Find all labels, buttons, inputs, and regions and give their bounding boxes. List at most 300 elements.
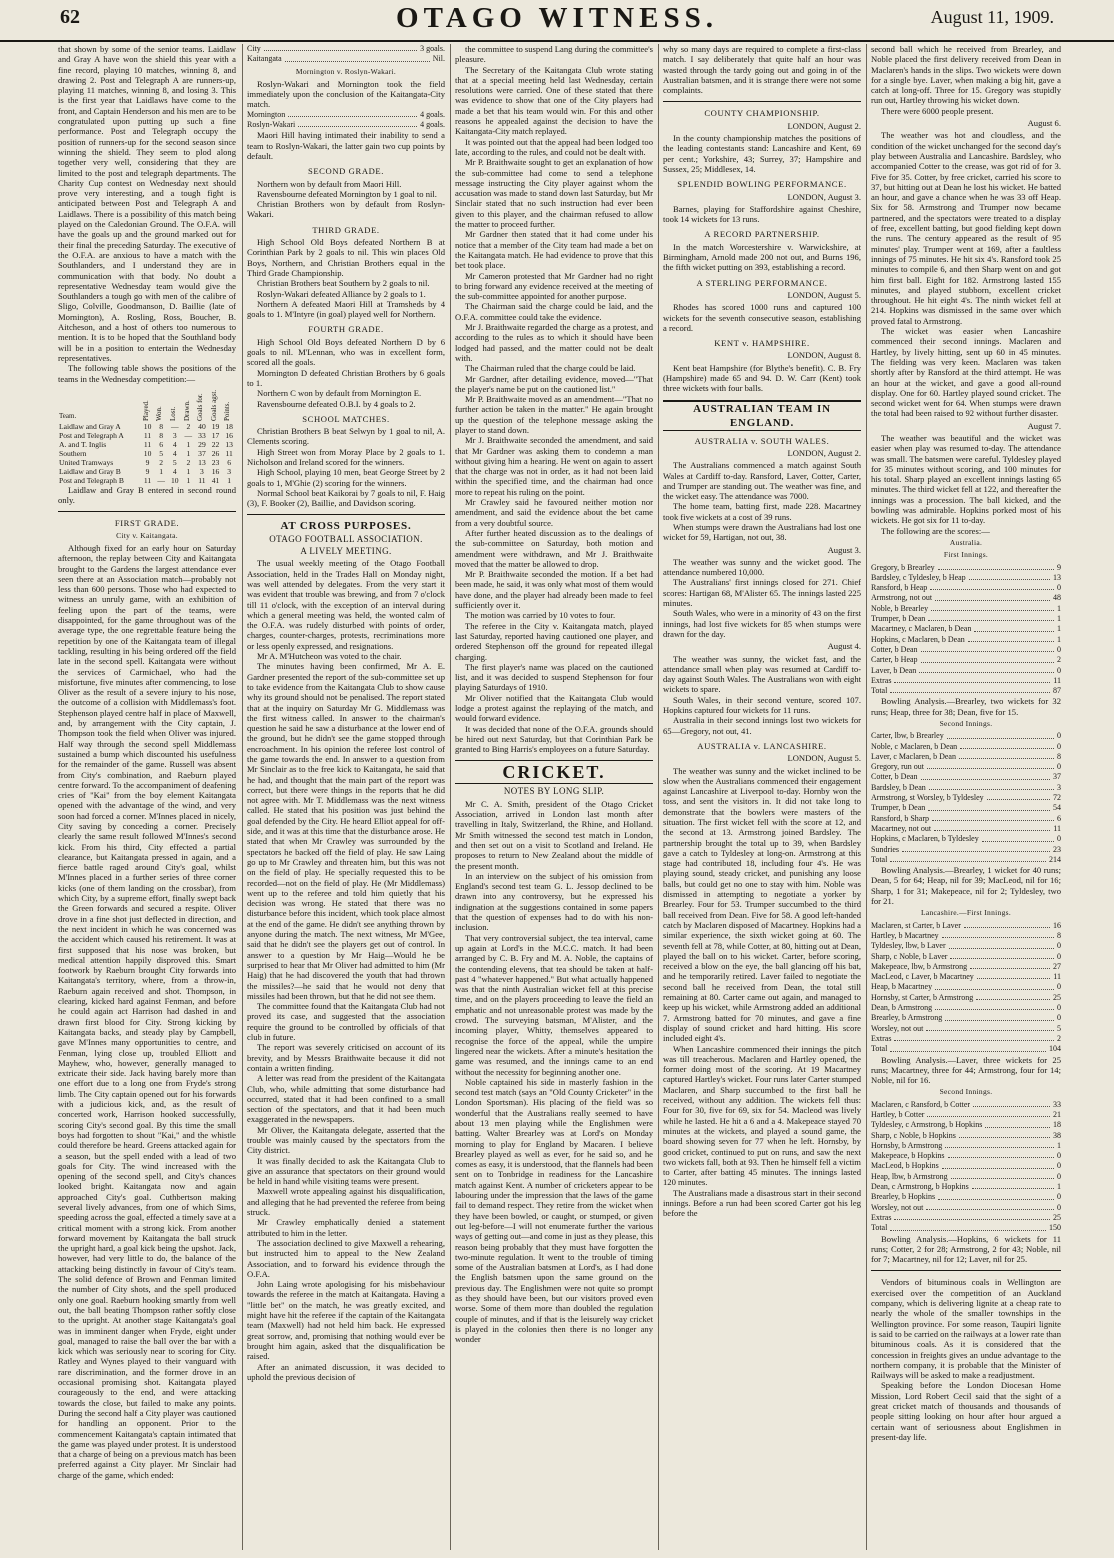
- table-cell: 11: [225, 448, 233, 458]
- table-cell: 33: [198, 430, 206, 440]
- scorecard-row: [871, 793, 1061, 803]
- scorecard-row: [871, 1182, 1061, 1192]
- article-text: Mornington D defeated Christian Brothers by 6 goals to 1.: [247, 367, 445, 388]
- batsman: Hartley, b Cotter: [871, 1109, 925, 1119]
- table-cell: 18: [225, 421, 233, 431]
- table-cell: 37: [198, 448, 206, 458]
- scorecard-subtitle: First Innings.: [943, 550, 989, 560]
- table-cell: 1: [186, 475, 191, 485]
- runs: 11: [1053, 675, 1061, 685]
- scorecard-row: [871, 783, 1061, 793]
- article-text: Mr Oliver, the Kaitangata delegate, asserted that the trouble was mainly caused by the spectators from the City district.: [247, 1124, 445, 1156]
- table-cell: 5: [172, 457, 177, 467]
- batsman: Noble, c Maclaren, b Dean: [871, 741, 958, 751]
- article-text: Roslyn-Wakari defeated Alliance by 2 goals to 1.: [257, 288, 426, 299]
- article-text: There were 6000 people present.: [881, 105, 994, 116]
- section-divider: [871, 1270, 1061, 1271]
- table-cell: 19: [211, 421, 220, 431]
- batsman: Gregory, b Brearley: [871, 562, 935, 572]
- table-row: [58, 440, 236, 449]
- league-table: [58, 384, 236, 485]
- runs: 11: [1053, 823, 1061, 833]
- result-line: City 3 goals.: [247, 44, 445, 53]
- scorecard-row: [871, 614, 1061, 624]
- batsman: Heap, b Macartney: [871, 982, 933, 992]
- table-cell: 9: [145, 457, 150, 467]
- runs: 25: [1053, 1212, 1061, 1222]
- result-list: [247, 337, 445, 409]
- scorecard-total: Total 87: [871, 686, 1061, 696]
- article-text: When Lancashire commenced their innings the pitch was till treacherous. Maclaren and Hartley opened, the former doing most of the scoring. At 19 Macartney captured Hartley's wicket. Four runs later Carter stumped Maclaren, and Sharp succumbed to the first ball he received, without any addition. The wickets fell thus: Four for 30, five for 69, six for 54. Macleod was lively while he lasted. He hit a 6 and a 4. Makepeace stayed 70 minutes at the wickets, and played a sound game, the board showing seven for 77 when he left. Hornsby, by good cricket, continued to put on runs, and saw the next two wickets fall, both at 93. Then he himself fell a victim to Carter, after batting 45 minutes. The innings lasted 120 minutes.: [663, 1043, 861, 1188]
- batsman: Carter, b Heap: [871, 655, 918, 665]
- result-line: Mornington 4 goals.: [247, 109, 445, 119]
- table-row: [58, 449, 236, 458]
- scorecard-row: [871, 1203, 1061, 1213]
- article-text: The Australians made a disastrous start in their second innings. Before a run had been scored Carter got his leg before the: [663, 1187, 861, 1219]
- scorecard-row: [871, 1024, 1061, 1034]
- runs: 0: [1057, 583, 1061, 593]
- article-text: The weather was hot and cloudless, and the condition of the wicket unchanged for the second day's play between Australia and Lancashire. Bardsley, who accompanied Cotter to the crease, was got rid of for 3. Five for 35. Cotter, by free cricket, carried his score to 37, but hitting out at Dean he lost his wicket. He batted an hour, and gave a chance when he was 33 off Heap. Six for 58. Armstrong and Trumper now became partnered, and the spectators were treated to a display of free, excellent batting, but good fielding kept down the runs. The century appeared as the result of 95 minutes' play. Trumper went at 169, after a faultless innings of 75 minutes. He hit six 4's. Ransford took 25 minutes to compile 6, and then Sharp went on and got him first ball. Eight for 182. Armstrong lasted 155 minutes, and played stubborn, excellent cricket throughout. He hit eight 4's. The ninth wicket fell at 214. Hopkins was dismissed in the same over which proved fatal to Armstrong.: [871, 130, 1061, 326]
- batsman: Makepeace, lbw, b Armstrong: [871, 961, 968, 971]
- scorecard-row: [871, 666, 1061, 676]
- runs: 9: [1057, 562, 1061, 572]
- section-heading: KENT v. HAMPSHIRE.: [714, 338, 810, 349]
- article-text: Mr Crawley said he favoured neither motion nor amendment, and said the evidence about the bet came from a very doubtful source.: [455, 497, 653, 528]
- section-heading: THIRD GRADE.: [312, 224, 380, 235]
- batsman: Worsley, not out: [871, 1202, 924, 1212]
- runs: 8: [1057, 930, 1061, 940]
- table-cell: United Tramways: [59, 457, 114, 467]
- section-heading: FIRST GRADE.: [114, 518, 180, 529]
- column-rule: [242, 44, 243, 1550]
- runs: 1: [1057, 624, 1061, 634]
- table-cell: 1: [186, 439, 191, 449]
- article-text: Maxwell wrote appealing against his disqualification, and alleging that he had prevented the referee from being struck.: [247, 1186, 445, 1218]
- batsman: Laver, c Maclaren, b Dean: [871, 751, 956, 761]
- table-cell: 11: [143, 439, 152, 449]
- runs: 8: [1057, 751, 1061, 761]
- article-text: The association declined to give Maxwell a rehearing, but instructed him to appeal to the New Zealand Association, and to forward his evidence through the O.F.A.: [247, 1237, 445, 1279]
- league-table-header: [58, 384, 236, 422]
- dateline: August 3.: [827, 544, 861, 555]
- result-list: [247, 237, 445, 319]
- table-cell: 3: [227, 466, 232, 476]
- section-heading: A RECORD PARTNERSHIP.: [704, 229, 820, 240]
- match-heading: Mornington v. Roslyn-Wakari.: [295, 66, 397, 76]
- table-cell: —: [170, 421, 179, 431]
- article-text: The report was severely criticised on account of its brevity, and by Messrs Braithwaite because it did not contain a written finding.: [247, 1042, 445, 1073]
- column-2: [247, 44, 445, 1550]
- article-text: Noble captained his side in masterly fashion in the second test match (says an "Old County Cricketer" in the London Sportsman). His placing of the field was so wonderful that the Australians really seemed to have about 13 men playing while the Englishmen were batting. Walter Brearley was at Lord's on Monday morning to play for England by Macaren. I believe Brearley played as well as ever, for he said so, and he comes as easy, it is understood, that the flannels had been sent on to Tonbridge in readiness for the Lancashire match against Kent. A number of cricketers appear to be labouring under the impression that the laws of the game fail to demand respect. They retire from the wicket when they have been bowled, or caught, or stumped, or given out leg-before—I will not enumerate further the various ways of getting out—and come in just as they please, this reason being probably that they must have forgotten the two-minute regulation. It went to the trouble of timing some of the Australian batsmen at Lord's, as I had done the English batsmen upon the same ground on the previous day. The Englishmen were not quite so prompt as they should have been, but our visitors proved even worse. Some of them more than doubled the regulation couple of minutes, and if that is the leisurely way cricket is played in the colonies then there is no longer any wonder: [455, 1076, 653, 1345]
- article-text: South Wales, who were in a minority of 43 on the first innings, had lost five wickets for 85 when stumps were drawn for the day.: [663, 608, 861, 639]
- scorecard-subtitle: Second Innings.: [939, 1087, 993, 1097]
- runs: 0: [1057, 1161, 1061, 1171]
- article-text: Mr P. Braithwaite sought to get an explanation of how the sub-committee had come to send a telephone message instructing the City player against whom the accusation was made to stand down last Saturday, but Mr Sinclair stated that no such instruction had ever been given to this player, and the chairman refused to allow the matter to proceed further.: [455, 157, 653, 230]
- scorecard-row: [871, 742, 1061, 752]
- article-text: The home team, batting first, made 228. Macartney took five wickets at a cost of 39 runs.: [663, 501, 861, 522]
- scorecard-row: [871, 676, 1061, 686]
- scorecard-row: [871, 762, 1061, 772]
- dateline: August 4.: [827, 641, 861, 652]
- dateline: LONDON, August 3.: [787, 191, 861, 202]
- article-body: [455, 44, 653, 754]
- scorecard-subtitle: Second Innings.: [939, 719, 993, 728]
- dateline: LONDON, August 5.: [787, 289, 861, 300]
- runs: 0: [1057, 762, 1061, 772]
- table-cell: Post and Telegraph A: [59, 430, 124, 440]
- batsman: Noble, b Brearley: [871, 603, 929, 613]
- scorecard-row: [871, 1172, 1061, 1182]
- table-cell: 1: [186, 448, 191, 458]
- table-row: [58, 476, 236, 485]
- batsman: Hartley, b Macartney: [871, 930, 939, 940]
- article-text: The usual weekly meeting of the Otago Football Association, held in the Trades Hall on Monday night, was well attended by delegates. From the very start it was evident that trouble was brewing, and from 7 o'clock till 11 o'clock, with the exception of an interval during which a general meeting was held, the wonted calm of the O.F.A. was rudely disturbed with points of order, charges, counter-charges, protests, recriminations more or less openly expressed, and resignations.: [247, 558, 445, 651]
- scorecard: [871, 1100, 1061, 1224]
- result-line: Roslyn-Wakari 4 goals.: [247, 120, 445, 130]
- runs: 21: [1053, 1109, 1061, 1119]
- runs: 48: [1053, 593, 1061, 603]
- table-cell: 10: [143, 421, 152, 431]
- article-text: John Laing wrote apologising for his misbehaviour towards the referee in the match at Kaitangata. Having a "little bet" on the match, he was greatly excited, and might have hit the referee if the captain of the Kaitangata team (Maxwell) had not held him back. He expressed great sorrow, and, promising that nothing would ever be brought him again, asked that the disqualification be raised.: [247, 1279, 445, 1362]
- match-heading: City v. Kaitangata.: [116, 530, 178, 540]
- runs: 13: [1053, 572, 1061, 582]
- section-divider: [663, 101, 861, 102]
- runs: 23: [1053, 844, 1061, 854]
- article-text: After further heated discussion as to the dealings of the sub-committee on Saturday, both motion and amendment were withdrawn, and Mr J. Braithwaite moved that the matter be allowed to drop.: [455, 527, 653, 569]
- article-text: The Secretary of the Kaitangata Club wrote stating that at a special meeting held last Wednesday, certain resolutions were carried. One of these stated that there was evidence to show that one of the City players had made a bet that his team would win. For this and other reasons he appealed against the decision to have the Kaitangata-City match replayed.: [455, 64, 653, 137]
- scorecard-row: [871, 1161, 1061, 1171]
- batsman: MacLeod, b Hopkins: [871, 1161, 939, 1171]
- runs: 1: [1057, 1140, 1061, 1150]
- table-cell: 4: [172, 439, 177, 449]
- scorecard: [871, 731, 1061, 855]
- scorecard-row: [871, 645, 1061, 655]
- runs: 0: [1057, 941, 1061, 951]
- result-line: Kaitangata Nil.: [247, 54, 445, 64]
- scorecard-row: [871, 583, 1061, 593]
- article-text: Mr Crawley emphatically denied a statement attributed to him in the letter.: [247, 1217, 445, 1238]
- result-list: [247, 426, 445, 508]
- article-subheading: OTAGO FOOTBALL ASSOCIATION.: [269, 533, 423, 544]
- runs: 0: [1057, 1171, 1061, 1181]
- section-heading: AUSTRALIA v. SOUTH WALES.: [694, 435, 830, 446]
- table-cell: 1: [159, 466, 164, 476]
- table-row: [58, 458, 236, 467]
- table-cell: 29: [198, 439, 206, 449]
- article-text: A letter was read from the president of the Kaitangata Club, who, while admitting that some disturbance had occurred, stated that it had been confined to a small section of the spectators, and that it had been much exaggerated in the newspapers.: [247, 1073, 445, 1125]
- article-text: The first player's name was placed on the cautioned list, and it was decided to suspend Stephenson for four playing Saturdays of 1910.: [455, 661, 653, 693]
- runs: 27: [1053, 961, 1061, 971]
- result-list: [247, 179, 445, 220]
- article-text: It was finally decided to ask the Kaitangata Club to give an assurance that spectators on their ground would be held in hand while visiting teams were present.: [247, 1155, 445, 1187]
- article-text: Mr A. M'Hutcheon was voted to the chair.: [257, 651, 402, 662]
- runs: 6: [1057, 813, 1061, 823]
- scorecard-row: [871, 824, 1061, 834]
- scorecard-row: [871, 962, 1061, 972]
- scorecard-total: Total 104: [871, 1044, 1061, 1054]
- article-text: Mr Gardner then stated that it had come under his notice that a member of the City team had made a bet on the Kaitangata match. He had evidence to prove that this bet took place.: [455, 229, 653, 271]
- dateline: August 6.: [1027, 118, 1061, 129]
- bowling-analysis: Bowling Analysis.—Laver, three wickets for 25 runs; Macartney, three for 44; Armstrong, four for 14; Noble, nil for 16.: [871, 1054, 1061, 1086]
- section-heading: AUSTRALIA v. LANCASHIRE.: [697, 740, 827, 751]
- batsman: Maclaren, c Ransford, b Cotter: [871, 1099, 971, 1109]
- scorecard-row: [871, 1151, 1061, 1161]
- runs: 11: [1053, 972, 1061, 982]
- table-cell: A. and T. Inglis: [59, 439, 107, 449]
- table-row: [58, 467, 236, 476]
- article-text: Kent beat Hampshire (for Blythe's benefit). C. B. Fry (Hampshire) made 65 and 94. D. W. Carr (Kent) took three wickets with four balls.: [663, 362, 861, 394]
- article-text: Speaking before the London Diocesan Home Mission, Lord Robert Cecil said that the sight of a great cricket match of thousands and thousands of people sitting looking on hour after hour argued a certain want of seriousness about Englishmen in present-day life.: [871, 1380, 1061, 1442]
- dateline: LONDON, August 2.: [787, 447, 861, 458]
- table-cell: 26: [211, 448, 220, 458]
- page-number: 62: [60, 6, 80, 28]
- article-text: Mr J. Braithwaite seconded the amendment, and said that Mr Gardner was asking them to condemn a man without giving him a hearing. He went on again to assert that the charge was not in order, as it had not been laid within the specified time, and the chairman had once more to repeat his ruling on the point.: [455, 435, 653, 497]
- batsman: MacLeod, c Laver, b Macartney: [871, 972, 974, 982]
- article-text: High School, playing 10 men, beat George Street by 2 goals to 1, M'Ghie (2) scoring for the winners.: [247, 467, 445, 488]
- table-cell: 1: [227, 475, 232, 485]
- table-cell: 11: [143, 475, 152, 485]
- article-body: [871, 130, 1061, 418]
- scorecard-row: [871, 1003, 1061, 1013]
- article-text: why so many days are required to complete a first-class match. I say deliberately that quite half an hour was wasted through the tardy going out and going in of the Australian batsmen, and it is strange there were not some complaints.: [663, 44, 861, 96]
- batsman: Bardsley, c Tyldesley, b Heap: [871, 572, 966, 582]
- section-divider: [247, 514, 445, 515]
- runs: 72: [1053, 793, 1061, 803]
- runs: 1: [1057, 634, 1061, 644]
- article-body: [663, 654, 861, 736]
- article-text: Mr C. A. Smith, president of the Otago Cricket Association, arrived in London last month after travelling in Italy, Switzerland, the Rhine, and Holland. Mr Smith witnessed the second test match in London, and then set out on a visit to Scotland and Ireland. He proposes to return to New Zealand about the middle of the present month.: [455, 798, 653, 871]
- table-intro: The following table shows the positions of the teams in the Wednesday competition:—: [58, 363, 236, 384]
- table-cell: Southern: [59, 448, 87, 458]
- runs: 0: [1057, 982, 1061, 992]
- scorecard-row: [871, 655, 1061, 665]
- table-cell: 23: [211, 457, 220, 467]
- article-text: second ball which he received from Brearley, and Noble placed the first delivery received from Dean in Maclaren's hands in the slips. Two wickets were down for a single bye. Laver, when making a big hit, gave a catch at long-off. Three for 15. Gregory was stupidly run out, Hartley throwing his wicket down.: [871, 44, 1061, 106]
- runs: 2: [1057, 655, 1061, 665]
- runs: 54: [1053, 803, 1061, 813]
- table-cell: 8: [159, 430, 164, 440]
- table-cell: 2: [186, 457, 191, 467]
- section-heading: FOURTH GRADE.: [308, 324, 384, 335]
- article-body: [247, 558, 445, 1382]
- section-headline-australian-team: AUSTRALIAN TEAM IN ENGLAND.: [663, 400, 861, 431]
- scorecard-row: [871, 1141, 1061, 1151]
- batsman: Trumper, b Dean: [871, 614, 926, 624]
- batsman: Extras: [871, 1033, 892, 1043]
- column-4: [663, 44, 861, 1550]
- article-text: The weather was beautiful and the wicket was easier when play was resumed to-day. The attendance was small. The batsmen were careful. Tyldesley played for 35 minutes without scoring, and 100 minutes for his total. Sharp played an excellent innings lasting 65 minutes. The third wicket fell at 122, and thereafter the innings was a procession. The ball kicked, and the bowling was admirable. Hopkins porked most of his wickets. He got six for 11 to-day.: [871, 432, 1061, 526]
- scorecard-row: [871, 635, 1061, 645]
- table-cell: 2: [159, 457, 164, 467]
- table-cell: 9: [145, 466, 150, 476]
- batsman: Carter, lbw, b Brearley: [871, 731, 944, 741]
- scorecard-row: [871, 1131, 1061, 1141]
- scorecard-row: [871, 1213, 1061, 1223]
- article-text: Mr Oliver notified that the Kaitangata Club would lodge a protest against the replaying of the match, and would forward evidence.: [455, 692, 653, 724]
- article-text: Northern C won by default from Mornington E.: [257, 388, 422, 399]
- table-cell: 2: [186, 421, 191, 431]
- batsman: Heap, lbw, b Armstrong: [871, 1171, 948, 1181]
- runs: 2: [1057, 1033, 1061, 1043]
- batsman: Sundries: [871, 844, 899, 854]
- article-text: Mr Cameron protested that Mr Gardner had no right to bring forward any evidence received at the meeting of the sub-committee appointed for another purpose.: [455, 270, 653, 302]
- scorecard-total: Total 214: [871, 854, 1061, 864]
- article-subheading: A LIVELY MEETING.: [300, 546, 392, 557]
- runs: 1: [1057, 614, 1061, 624]
- article-text: Mr P. Braithwaite seconded the motion. If a bet had been made, he said, it was only what most of them would have done, and the player had already been made to feel sufficiently over it.: [455, 569, 653, 611]
- column-rule: [866, 44, 867, 1550]
- batsman: Sharp, c Noble, b Laver: [871, 951, 948, 961]
- runs: 37: [1053, 772, 1061, 782]
- scorecard-row: [871, 931, 1061, 941]
- table-cell: —: [157, 475, 165, 485]
- runs: 0: [1057, 1013, 1061, 1023]
- table-cell: 16: [211, 466, 220, 476]
- table-cell: 13: [225, 439, 233, 449]
- runs: 0: [1057, 665, 1061, 675]
- scorecard-row: [871, 993, 1061, 1003]
- article-text: Mr Gardner, after detailing evidence, moved—"That the player's name be put on the cautioned list.": [455, 373, 653, 394]
- article-text: The Chairman said the charge could be laid, and the O.F.A. committee could take the evidence.: [455, 301, 653, 322]
- article-text: The following are the scores:—: [881, 525, 990, 536]
- article-text: the committee to suspend Lang during the committee's pleasure.: [455, 44, 653, 65]
- dateline: LONDON, August 5.: [787, 753, 861, 764]
- article-text: Rhodes has scored 1000 runs and captured 100 wickets for the seventh consecutive season, establishing a record.: [663, 302, 861, 333]
- scorecard-row: [871, 834, 1061, 844]
- table-header: Played.: [141, 399, 150, 421]
- article-text: That very controversial subject, the tea interval, came up again at Lord's in the M.C.C. match. It had been arranged by C. B. Fry and M. A. Noble, the captains of the contending elevens, that tea should be taken at half-past 4 "whatever happened." But what actually happened was that the ninth Australian wicket fell at this precise time, and on the players proceeding to leave the field an emphatic and not unreasonable protest was made by the crowd. The surveying batsman, M'Alister, and the incoming player, Whitty, themselves appeared to recognise the force of the appeal, while the umpire lingered near the wickets. After a minute's hesitation the game was resumed, and the innings came to an end without the necessity for beginning another one.: [455, 932, 653, 1077]
- scorecard-row: [871, 1100, 1061, 1110]
- batsman: Hopkins, c Maclaren, b Dean: [871, 634, 965, 644]
- article-text: The motion was carried by 10 votes to four.: [465, 610, 616, 621]
- table-cell: 16: [225, 430, 233, 440]
- batsman: Bardsley, b Dean: [871, 782, 926, 792]
- runs: 33: [1053, 1099, 1061, 1109]
- article-text: Although fixed for an early hour on Saturday afternoon, the replay between City and Kaitangata brought to the Gardens the largest attendance ever seen there at an Association match—probably not less than 600 persons. Those who had expected to witness an unruly game, with an exhibition of feeling upon the part of the teams, were disappointed, for the game throughout was of the average type, the one regrettable feature being the repetition by one of the Kaitangata team of illegal tackling, resulting in his being ordered off the field late in the second spell. Kaitangata were without the services of Carmichael, who had the misfortune, five minutes after commencing, to lose Oliver as the result of a severe injury to his nose, the outcome of a collision with Middlemass's foot. Stephenson played centre half in place of Maxwell, and, by arrangement with the City captain, J. Thompson took the field when Oliver was injured. Half way through the second spell Middlemass sustained a bump which discounted his usefulness for the remainder of the game. Russell was absent from City's combination, and Raeburn played centre forward. To the accompaniment of deafening cries of "Kai" from the boy element Kaitangata opened with the advantage of the wind, and very soon had forced a corner. M'Innes placed in nicely, City saving by conceding a corner. Precisely clearly the same result followed M'Innes's second kick. From his third, City effected a partial clearance, but Kaitangata pressed in again, and a fierce battle raged around City's goal, whilst M'Innes placed in a further series of three corner kicks (one of them landing on the crossbar), from which City, by a supreme effort, finally swept back the Green forwards and secured a respite. Oliver drove in a fine shot just deflected in direction, and the next incident in which he was concerned was the accident which caused his retirement. It was at first supposed that his nose was broken, but medical attention happily disproved this. Smart footwork by Raeburn brought City forwards into Kaitangata's territory, where, from a throw-in, Raeburn again received and shot. Thompson, in clearing, kicked hard against Fenman, and before he could again act Harrison had dashed in and drawn first blood for City. Strong kicking by Kaitangata backs, and steady play by Campbell, gave M'Innes many opportunities to centre, and Fenman, lying close up, troubled Elliott and Mayhew, who, however, generally managed to extricate their side. Jack having barely more than one effort due to a long one from Fryde's strong limb. The City captain opened out for his forwards with a judicious kick, and, as the result of concerted work, Harrison hooked successfully, scoring City's second goal. By this time the small boys had forgotten to shout "Kai," and the whistle could therefore be heard. Greens attacked again for a season, but the spell ended with a lead of two goals for City. The wind increased with the opening of the second spell, and City's chances looked bright. Kaitangata now and again approached City's goal. Cuthbertson making several lively advances, from one of which Sims, speeding across the goal, effected a timely save at a critical moment with a strong kick. From another forward movement by Kaitangata the ball struck the upright hard, a goal kick being the upshot. Jack, however, had very little to do, the balance of the attacking being distinctly in favour of City's team. The solid defence of Brown and Fenman limited the number of City shots, and the spell produced only one goal. Raeburn hooking smartly from well out, the ball beating Thompson rather softly close to the upright. At another stage Kaitangata's goal was in imminent danger when Fryde, eight under goal, managed to raise the ball over the bar with a kick which was seriously near to scoring for City. Ratley and Wynes played to their vanguard with rare discrimination, and the former drove in an occasional promising shot. Kaitangata played courageously to the end, and were attacking towards the close, but failed to make any points. During the second half a City player was cautioned for handling an opponent. Prior to the commencement Kaitangata's captain intimated that the game was played under protest. It is understood that a charge of being on a previous match has been preferred against a City player. Mr Sinclair had charge of the game, which ended:: [58, 542, 236, 1480]
- article-text: In the match Worcestershire v. Warwickshire, at Birmingham, Arnold made 200 not out, and Burns 196, the fifth wicket putting on 393, establishing a record.: [663, 241, 861, 273]
- scorecard: [871, 563, 1061, 687]
- section-heading: COUNTY CHAMPIONSHIP.: [704, 108, 820, 119]
- section-heading: SCHOOL MATCHES.: [302, 413, 390, 424]
- scorecard-row: [871, 1013, 1061, 1023]
- table-cell: 6: [227, 457, 232, 467]
- table-cell: Post and Telegraph B: [59, 475, 124, 485]
- article-text: The Chairman ruled that the charge could be laid.: [465, 363, 636, 374]
- article-text: The Australians commenced a match against South Wales at Cardiff to-day. Ransford, Laver, Cotter, Carter, and Trumper are standing out. The weather was fine, and the wicket easy. The attendance was 7000.: [663, 460, 861, 502]
- table-cell: Laidlaw and Gray B: [59, 466, 121, 476]
- scorecard-row: [871, 1120, 1061, 1130]
- table-cell: 41: [211, 475, 220, 485]
- scorecard-row: [871, 563, 1061, 573]
- runs: 5: [1057, 1023, 1061, 1033]
- batsman: Trumper, b Dean: [871, 803, 926, 813]
- table-cell: 11: [143, 430, 152, 440]
- table-cell: 1: [186, 466, 191, 476]
- column-1: [58, 44, 236, 1550]
- runs: 0: [1057, 741, 1061, 751]
- batsman: Armstrong, not out: [871, 593, 933, 603]
- scorecard-row: [871, 952, 1061, 962]
- scorecard: [871, 921, 1061, 1045]
- runs: 0: [1057, 834, 1061, 844]
- scorecard-row: [871, 752, 1061, 762]
- table-cell: 8: [159, 421, 164, 431]
- article-text: After an animated discussion, it was decided to uphold the previous decision of: [247, 1361, 445, 1382]
- table-row: [58, 422, 236, 431]
- scorecard-total: Total 150: [871, 1223, 1061, 1233]
- runs: 1: [1057, 603, 1061, 613]
- section-divider: [58, 511, 236, 512]
- scorecard-row: [871, 1034, 1061, 1044]
- table-note: Laidlaw and Gray B entered in second round only.: [58, 484, 236, 506]
- article-text: When stumps were drawn the Australians had lost one wicket for 59, Hartigan, not out, 38.: [663, 521, 861, 543]
- table-cell: Laidlaw and Gray A: [59, 421, 121, 431]
- table-cell: 3: [172, 430, 177, 440]
- article-text: Vendors of bituminous coals in Wellington are exercised over the competition of an Auckland company, which is delivering lignite at a cheap rate to nearly the whole of the smaller townships in the Wellington province. For some reason, Taupiri lignite is said to be carried on the railways at a lower rate than bituminous coals. As it is considered that the concession in freights gives an undue advantage to the northern company, it is probable that the Minister of Railways will be asked to make a readjustment.: [871, 1277, 1061, 1381]
- table-cell: —: [184, 430, 193, 440]
- table-header: Points.: [223, 401, 232, 421]
- scorecard-row: [871, 982, 1061, 992]
- scorecard-row: [871, 1110, 1061, 1120]
- runs: 3: [1057, 782, 1061, 792]
- runs: 0: [1057, 731, 1061, 741]
- batsman: Macartney, not out: [871, 823, 932, 833]
- table-cell: 40: [198, 421, 206, 431]
- batsman: Tyldesley, lbw, b Laver: [871, 941, 946, 951]
- scorecard-row: [871, 803, 1061, 813]
- table-cell: 6: [159, 439, 164, 449]
- article-text: that shown by some of the senior teams. Laidlaw and Gray A have won the shield this year with a fine record, playing 10 matches, winning 8, and drawing 2. Post and Telegraph A are runners-up, playing 11 matches, winning 8, and losing 3. This is the first year that Laidlaws have come to the front, and Captain Henderson and his men are to be congratulated upon putting up such a fine performance. Post and Telegraph occupy the position of runners-up for the second season since winning the shield. They seem to plod along together very well, considering that they are limited to the post and telegraph departments. The Charity Cup contest on Wednesday next should prove very interesting, and a tough fight is anticipated between Post and Telegraph A and Laidlaws. There is a possibility of this match being played on the Caledonian Ground. The O.F.A. will have the goals up and the ground marked out for their final the preceding Saturday. The executive of the O.F.A. are anxious to have a match with the Southlanders, and I understand they are in communication with that body. No doubt a representative Wednesday team would give the Southlanders a tough go with men of the calibre of Sligo, Colville, Goodmanson, D. Baillie (late of Mornington), A. Rosling, Ross, Boucher, B. Aitcheson, and a host of others too numerous to mention. It is to be hoped that the Southland body will be in a position to entertain the Wednesday representatives.: [58, 44, 236, 363]
- batsman: Ransford, b Heap: [871, 583, 928, 593]
- scorecard-row: [871, 593, 1061, 603]
- article-text: The weather was sunny, the wicket fast, and the attendance small when play was resumed at Cardiff to-day against South Wales. The Australians won with eight wickets to spare.: [663, 653, 861, 695]
- batsman: Macartney, c Maclaren, b Dean: [871, 624, 972, 634]
- runs: 0: [1057, 1192, 1061, 1202]
- bowling-analysis: Bowling Analysis.—Brearley, two wickets for 32 runs; Heap, three for 38; Dean, five for 15.: [871, 696, 1061, 717]
- article-subheading: NOTES BY LONG SLIP.: [503, 786, 605, 797]
- article-text: Normal School beat Kaikorai by 7 goals to nil, F. Haig (3), F. Booker (2), Baillie, and Davidson scoring.: [247, 487, 445, 509]
- column-rule: [450, 44, 451, 1550]
- article-body: [455, 799, 653, 1345]
- article-text: In an interview on the subject of his omission from England's second test team G. L. Jessop declined to be drawn into any controversy, but he expressed his indignation at the suggestions contained in some papers that the question of expenses had to do with his non-inclusion.: [455, 870, 653, 933]
- scorecard-row: [871, 573, 1061, 583]
- article-text: It was decided that none of the O.F.A. grounds should be hired out next Saturday, but that Corinthian Park be granted to Bing Harris's employees on a future Saturday.: [455, 723, 653, 755]
- table-cell: 4: [172, 466, 177, 476]
- batsman: Dean, c Armstrong, b Hopkins: [871, 1182, 969, 1192]
- batsman: Brearley, b Hopkins: [871, 1192, 936, 1202]
- table-cell: 10: [143, 448, 152, 458]
- article-body: [663, 460, 861, 542]
- table-cell: 3: [200, 466, 204, 476]
- article-text: In the county championship matches the positions of the leading contestants stand: Lancashire and Kent, 69 per cent.; Yorkshire, 43; Surrey, 37; Hampshire and Sussex, 25; Middlesex, 14.: [663, 133, 861, 174]
- article-text: Christian Brothers won by default from Roslyn-Wakari.: [247, 199, 445, 220]
- scorecard-row: [871, 921, 1061, 931]
- section-heading: A STERLING PERFORMANCE.: [696, 277, 828, 288]
- article-text: High Street won from Moray Place by 2 goals to 1. Nicholson and Ireland scored for the winners.: [247, 446, 445, 467]
- batsman: Cotter, b Dean: [871, 644, 918, 654]
- article-text: The wicket was easier when Lancashire commenced their second innings. Maclaren and Hartley, by lively hitting, sent up 60 in 45 minutes. The fielding was very keen. Maclaren was taken shortly after by Ransford at the third attempt. He was an hour at the wicket, and gave a good all-round display. One for 60. Hartley played sound cricket. The second wicket went for 64. When stumps were drawn the total had been raised to 92 without further disaster.: [871, 326, 1061, 419]
- section-heading: SPLENDID BOWLING PERFORMANCE.: [677, 179, 847, 190]
- article-text: The weather was sunny and the wicket good. The attendance numbered 10,000.: [663, 556, 861, 578]
- article-text: Christian Brothers beat Southern by 2 goals to nil.: [257, 278, 430, 289]
- article-text: High School Old Boys defeated Northern D by 6 goals to nil. M'Lennan, who was in excellent form, scored all the goals.: [247, 336, 445, 368]
- article-text: The weather was sunny and the wicket inclined to be slow when the Australians commenced their engagement against Lancashire at Liverpool to-day. Hornby won the toss, and sent the visitors in. It did not take long to demonstrate that the bowlers were masters of the situation. The first wicket fell with the score at 12, and the second at 13. Armstrong joined Bardsley. The partnership brought the total up to 39, when Bardsley gave a catch to Tyldesley at long-on. Armstrong at this stage had contributed 18, including four 4's. He was playing sound, steady cricket, and punishing any loose balls, but could get no one to stay with him. Noble was dismissed in attempting to negotiate a yorker by Brearley. Four for 53. Trumper succumbed to the third ball received from Dean. Five for 58. A good left-handed catch by Maclaren disposed of Macartney. Hopkins had a similar experience, the sixth wicket going at 60. The seventh fell at 78, while Cotter, at 80, hitting out at Dean, played the ball on to his wicket. Carter, before scoring, received a blow on the eye, the ball glancing off his bat, and he temporarily retired. Laver failed to negotiate the second ball he received from Dean, the total still remaining at 80. Carter came out again, and managed to keep up his wicket, while Armstrong added an additional 7. Armstrong batted for 70 minutes, and gave a fine display of sound cricket and hard hitting. His score included eight 4's.: [663, 765, 861, 1044]
- article-text: South Wales, in their second venture, scored 107. Hopkins captured four wickets for 11 runs.: [663, 694, 861, 716]
- runs: 0: [1057, 1003, 1061, 1013]
- column-3: [455, 44, 653, 1550]
- article-text: It was pointed out that the appeal had been lodged too late, according to the rules, and could not be dealt with.: [455, 136, 653, 157]
- batsman: Makepeace, b Hopkins: [871, 1151, 945, 1161]
